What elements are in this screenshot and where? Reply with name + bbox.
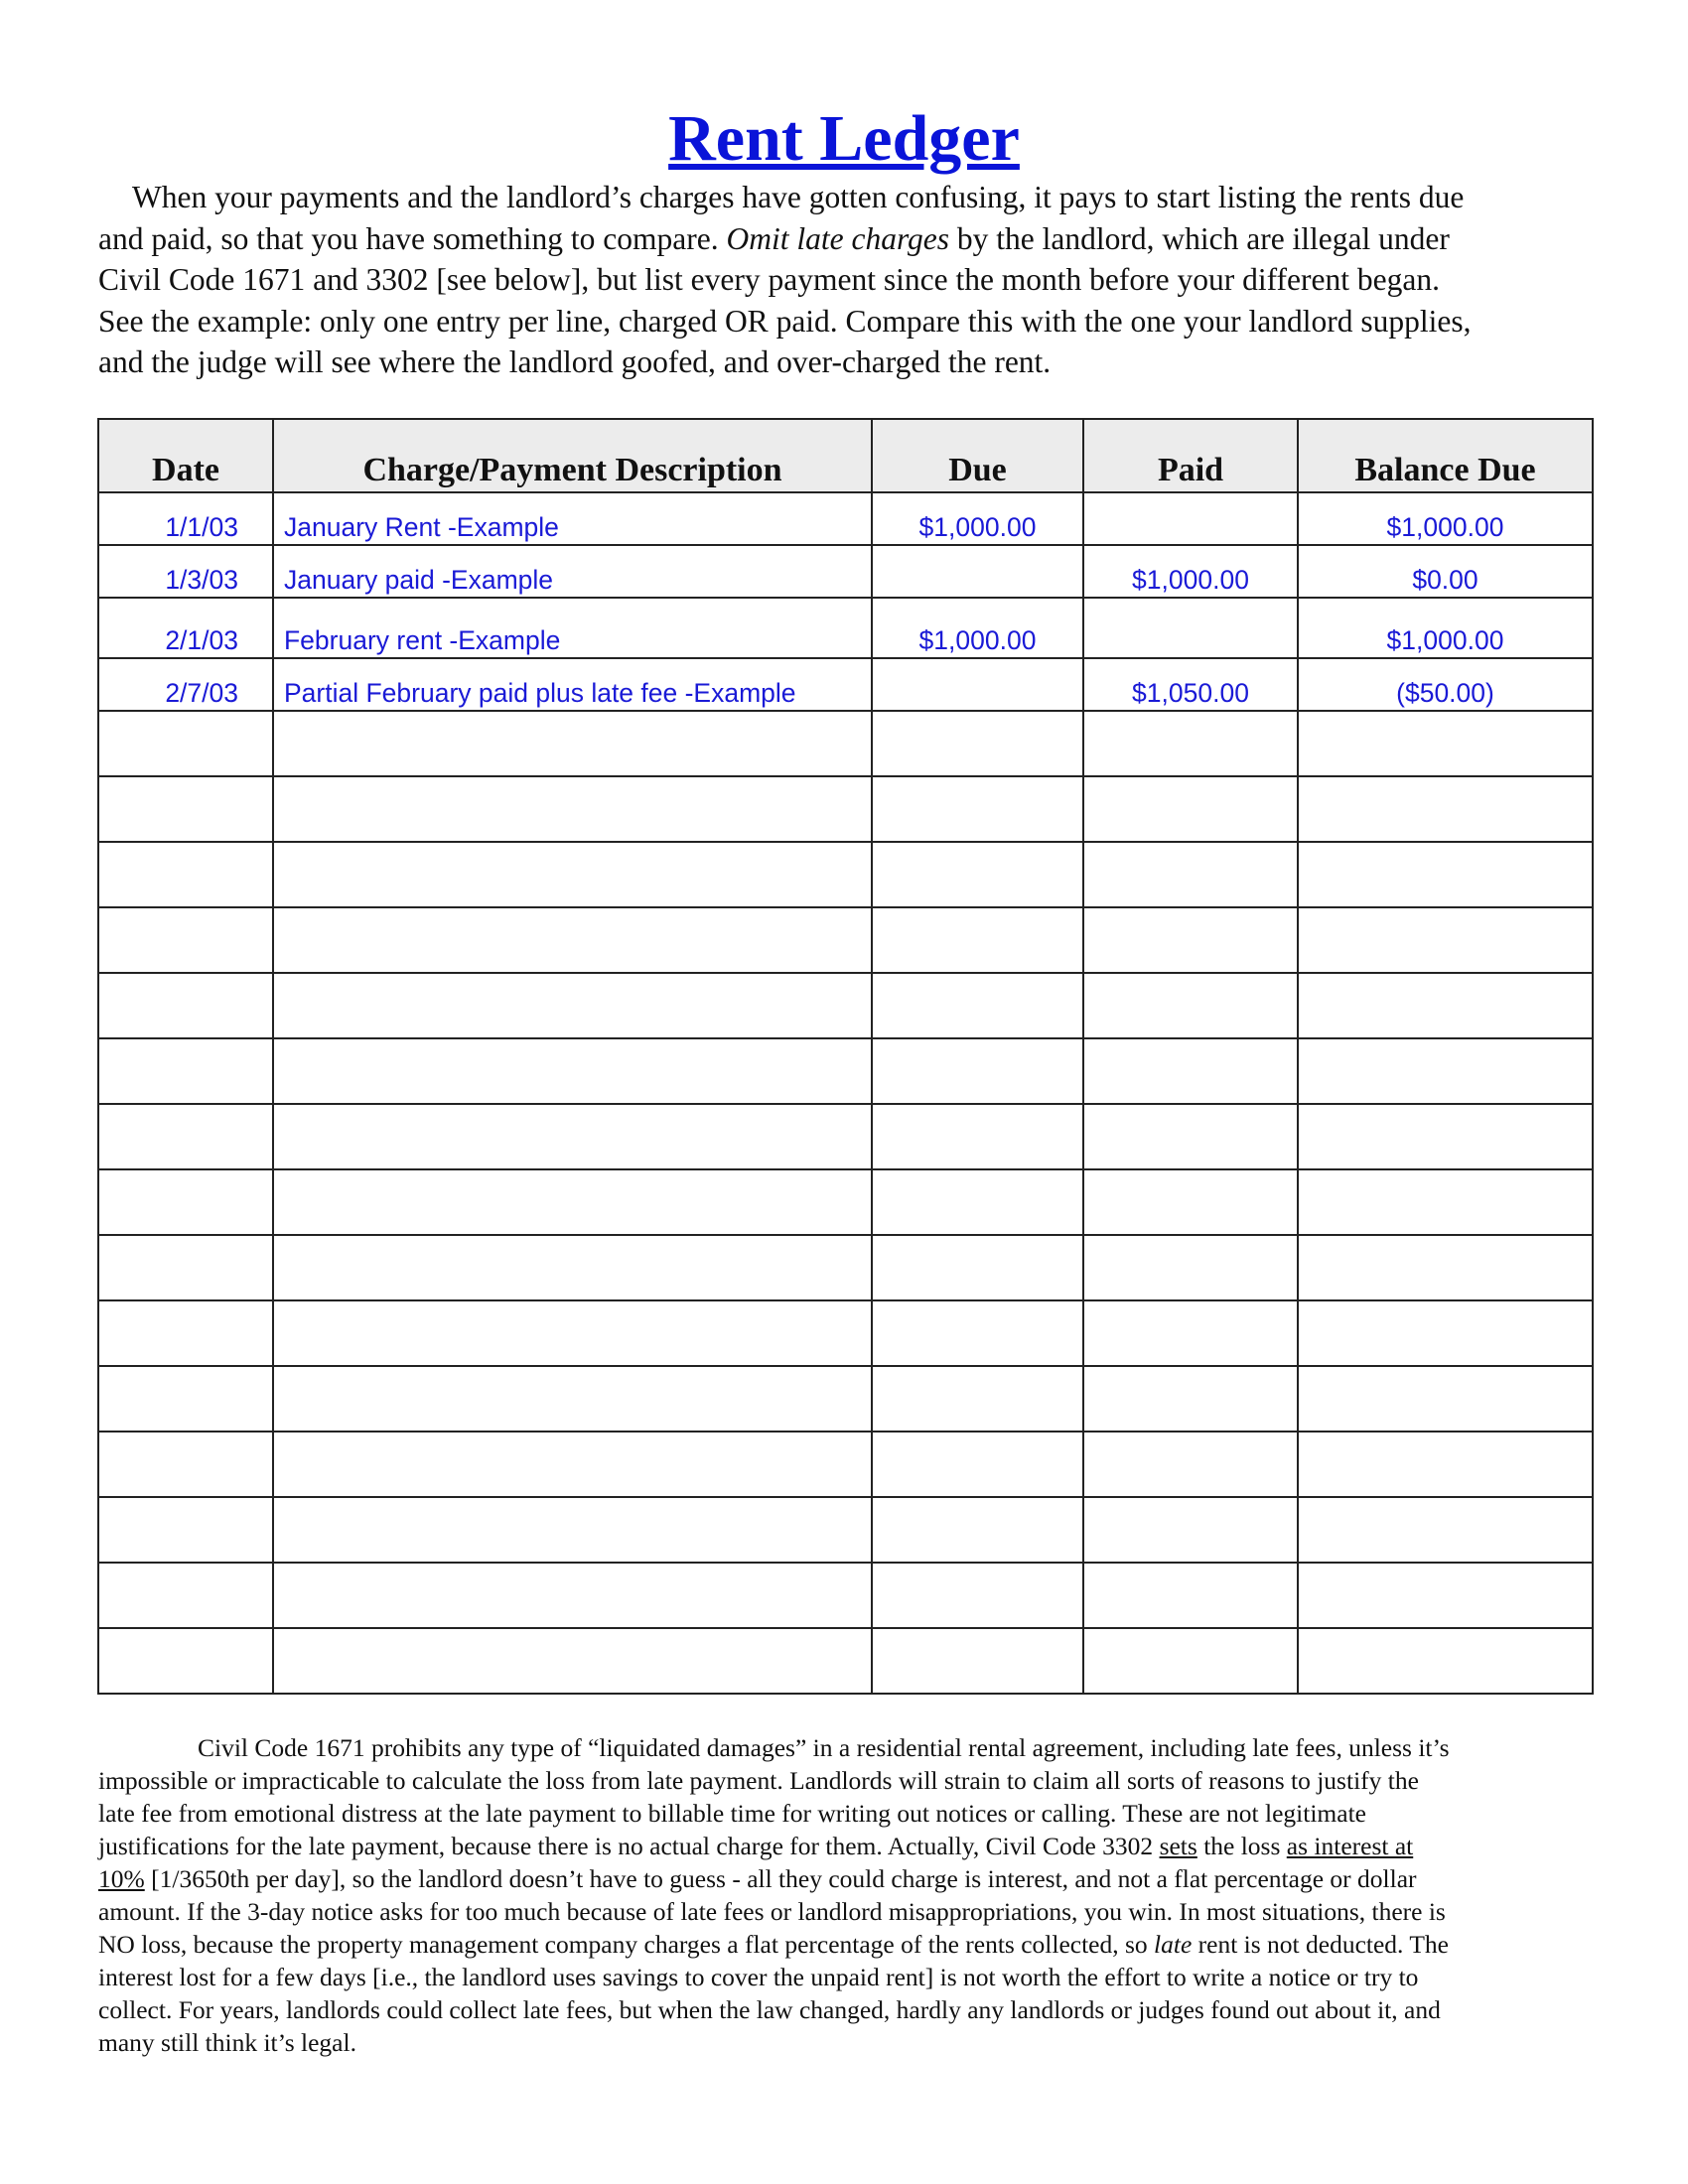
due-cell[interactable] [872,973,1083,1038]
date-cell[interactable] [98,1038,273,1104]
paid-cell[interactable] [1083,842,1298,907]
note-line: Civil Code 1671 prohibits any type of “liquidated damages” in a residential rental agreement, including late fees, unless it’s [198,1733,1450,1762]
date-cell[interactable] [98,1432,273,1497]
paid-cell[interactable] [1083,1563,1298,1628]
intro-paragraph [98,177,1598,383]
date-cell[interactable] [98,1300,273,1366]
balance-cell[interactable] [1298,776,1593,842]
balance-cell[interactable] [1298,1497,1593,1563]
civil-code-note [98,1731,1598,2059]
description-cell[interactable] [273,1432,872,1497]
table-row-empty [98,711,1593,776]
table-row-empty [98,1300,1593,1366]
date-cell[interactable] [98,842,273,907]
note-text: rent is not deducted. The [1192,1930,1449,1959]
balance-cell[interactable] [1298,842,1593,907]
date-cell[interactable] [98,711,273,776]
paid-cell[interactable] [1083,598,1298,658]
due-cell[interactable]: $1,000.00 [872,598,1083,658]
date-cell[interactable] [98,1366,273,1432]
balance-cell[interactable] [1298,1104,1593,1169]
paid-cell[interactable] [1083,1366,1298,1432]
balance-cell[interactable] [1298,1300,1593,1366]
rent-ledger-table [97,418,1594,1695]
date-cell[interactable] [98,1235,273,1300]
header-paid: Paid [1083,419,1298,492]
balance-cell[interactable] [1298,1235,1593,1300]
description-cell[interactable] [273,1038,872,1104]
description-cell[interactable] [273,1104,872,1169]
date-cell[interactable]: 2/7/03 [98,658,273,711]
description-cell[interactable] [273,711,872,776]
table-row-empty [98,1038,1593,1104]
description-cell[interactable] [273,1366,872,1432]
note-line [98,1862,1598,1895]
balance-cell[interactable] [1298,973,1593,1038]
table-row-empty [98,1563,1593,1628]
paid-cell[interactable] [1083,1628,1298,1694]
balance-cell[interactable] [1298,907,1593,973]
header-due: Due [872,419,1083,492]
header-balance-due: Balance Due [1298,419,1593,492]
paid-cell[interactable] [1083,1300,1298,1366]
balance-cell[interactable]: ($50.00) [1298,658,1593,711]
paid-cell[interactable] [1083,1497,1298,1563]
description-cell[interactable]: January Rent -Example [273,492,872,545]
date-cell[interactable]: 1/3/03 [98,545,273,598]
description-cell[interactable]: Partial February paid plus late fee -Example [273,658,872,711]
balance-cell[interactable]: $0.00 [1298,545,1593,598]
balance-cell[interactable] [1298,711,1593,776]
paid-cell[interactable] [1083,1104,1298,1169]
intro-line: and the judge will see where the landlord goofed, and over-charged the rent. [98,344,1052,380]
description-cell[interactable] [273,973,872,1038]
table-row-empty [98,1235,1593,1300]
description-cell[interactable] [273,907,872,973]
note-line: many still think it’s legal. [98,2028,356,2057]
header-date: Date [98,419,273,492]
paid-cell[interactable] [1083,1038,1298,1104]
due-cell[interactable] [872,1497,1083,1563]
table-row-empty [98,842,1593,907]
date-cell[interactable] [98,973,273,1038]
due-cell[interactable] [872,1432,1083,1497]
table-row [98,545,1593,598]
due-cell[interactable]: $1,000.00 [872,492,1083,545]
date-cell[interactable] [98,1563,273,1628]
table-row-empty [98,1169,1593,1235]
header-description: Charge/Payment Description [273,419,872,492]
note-line: collect. For years, landlords could collect late fees, but when the law changed, hardly any landlords or judges found out about it, and [98,1995,1441,2024]
due-cell[interactable] [872,1628,1083,1694]
note-emphasis: late [1154,1930,1193,1959]
description-cell[interactable] [273,842,872,907]
due-cell[interactable] [872,711,1083,776]
note-line [98,1830,1598,1862]
balance-cell[interactable] [1298,1366,1593,1432]
balance-cell[interactable]: $1,000.00 [1298,492,1593,545]
note-line: interest lost for a few days [i.e., the landlord uses savings to cover the unpaid rent] is not worth the effort to write a notice or try to [98,1963,1419,1991]
description-cell[interactable]: January paid -Example [273,545,872,598]
note-line: impossible or impracticable to calculate the loss from late payment. Landlords will strain to claim all sorts of reasons to justify the [98,1766,1419,1795]
note-underlined: as interest at [1286,1832,1414,1860]
note-line [98,1928,1598,1961]
note-text: [1/3650th per day], so the landlord doesn’t have to guess - all they could charge is interest, and not a flat percentage or dollar [144,1864,1417,1893]
table-row-empty [98,973,1593,1038]
intro-text: by the landlord, which are illegal under [949,220,1450,256]
paid-cell[interactable] [1083,776,1298,842]
intro-line: Civil Code 1671 and 3302 [see below], but list every payment since the month before your different began. [98,262,1440,298]
description-cell[interactable] [273,1628,872,1694]
due-cell[interactable] [872,1235,1083,1300]
table-row-empty [98,1628,1593,1694]
table-row-empty [98,1104,1593,1169]
paid-cell[interactable] [1083,907,1298,973]
date-cell[interactable]: 1/1/03 [98,492,273,545]
due-cell[interactable] [872,1038,1083,1104]
table-row-empty [98,1497,1593,1563]
table-row-empty [98,907,1593,973]
balance-cell[interactable] [1298,1432,1593,1497]
date-cell[interactable] [98,907,273,973]
table-row [98,658,1593,711]
paid-cell[interactable] [1083,711,1298,776]
description-cell[interactable] [273,1563,872,1628]
table-row-empty [98,1366,1593,1432]
table-row [98,492,1593,545]
intro-line [98,218,1598,260]
date-cell[interactable]: 2/1/03 [98,598,273,658]
due-cell[interactable] [872,842,1083,907]
date-cell[interactable] [98,1104,273,1169]
intro-emphasis: Omit late charges [726,220,950,256]
note-line: amount. If the 3-day notice asks for too much because of late fees or landlord misappropriations, you win. In most situations, there is [98,1897,1446,1926]
note-text: justifications for the late payment, because there is no actual charge for them. Actually, Civil Code 3302 [98,1832,1160,1860]
date-cell[interactable] [98,1497,273,1563]
due-cell[interactable] [872,545,1083,598]
balance-cell[interactable]: $1,000.00 [1298,598,1593,658]
intro-text: and paid, so that you have something to compare. [98,220,727,256]
date-cell[interactable] [98,1628,273,1694]
paid-cell[interactable]: $1,000.00 [1083,545,1298,598]
table-header-row [98,419,1593,492]
paid-cell[interactable] [1083,1169,1298,1235]
description-cell[interactable]: February rent -Example [273,598,872,658]
balance-cell[interactable] [1298,1628,1593,1694]
paid-cell[interactable] [1083,973,1298,1038]
paid-cell[interactable] [1083,1235,1298,1300]
paid-cell[interactable]: $1,050.00 [1083,658,1298,711]
due-cell[interactable] [872,1366,1083,1432]
description-cell[interactable] [273,1235,872,1300]
paid-cell[interactable] [1083,1432,1298,1497]
due-cell[interactable] [872,776,1083,842]
note-line: late fee from emotional distress at the late payment to billable time for writing out notices or calling. These are not legitimate [98,1799,1366,1828]
description-cell[interactable] [273,776,872,842]
table-row-empty [98,776,1593,842]
balance-cell[interactable] [1298,1038,1593,1104]
note-text: NO loss, because the property management company charges a flat percentage of the rents collected, so [98,1930,1155,1959]
due-cell[interactable] [872,907,1083,973]
note-underlined: sets [1159,1832,1197,1860]
due-cell[interactable] [872,1104,1083,1169]
due-cell[interactable] [872,1169,1083,1235]
date-cell[interactable] [98,776,273,842]
page-title: Rent Ledger [668,102,1020,175]
due-cell[interactable] [872,658,1083,711]
table-row [98,598,1593,658]
intro-line: When your payments and the landlord’s charges have gotten confusing, it pays to start listing the rents due [132,180,1465,214]
intro-line: See the example: only one entry per line, charged OR paid. Compare this with the one your landlord supplies, [98,303,1472,339]
description-cell[interactable] [273,1300,872,1366]
paid-cell[interactable] [1083,492,1298,545]
note-text: the loss [1196,1832,1287,1860]
description-cell[interactable] [273,1497,872,1563]
balance-cell[interactable] [1298,1563,1593,1628]
due-cell[interactable] [872,1563,1083,1628]
balance-cell[interactable] [1298,1169,1593,1235]
table-row-empty [98,1432,1593,1497]
due-cell[interactable] [872,1300,1083,1366]
date-cell[interactable] [98,1169,273,1235]
description-cell[interactable] [273,1169,872,1235]
note-underlined: 10% [98,1864,145,1893]
